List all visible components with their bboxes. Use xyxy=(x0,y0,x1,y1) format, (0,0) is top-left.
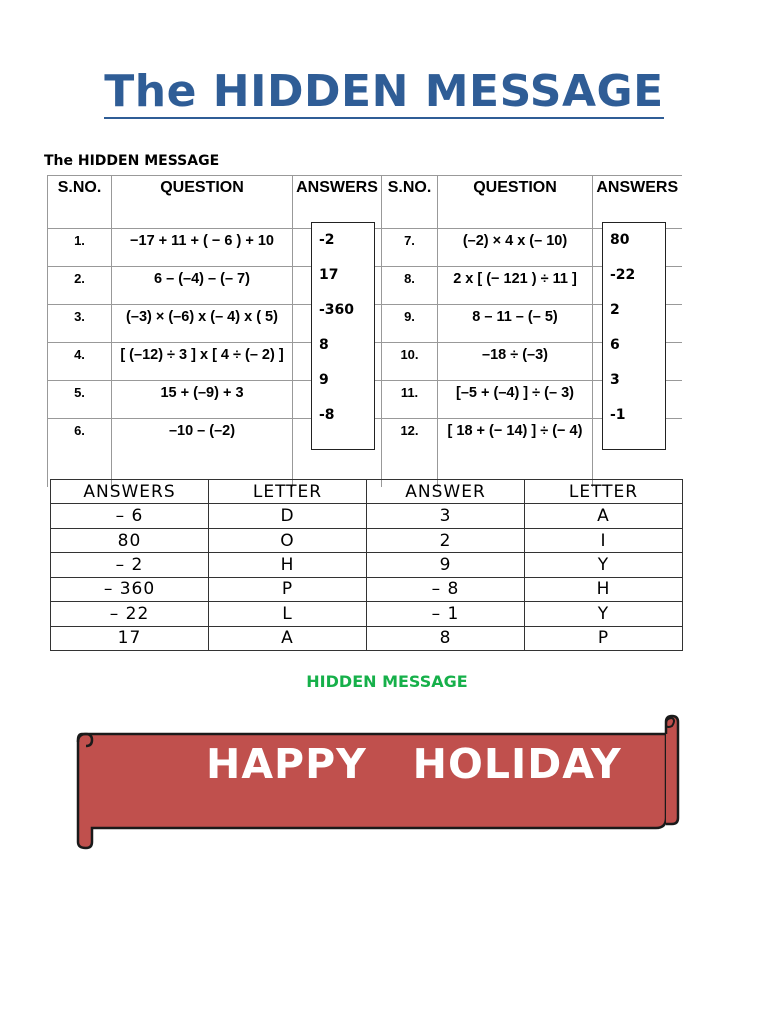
question-number: 7. xyxy=(382,229,438,267)
letter-cell: Y xyxy=(525,553,683,577)
table-row xyxy=(51,626,683,650)
question-text: (–3) × (–6) x (– 4) x ( 5) xyxy=(112,305,293,343)
letter-cell: O xyxy=(209,528,367,552)
answer-value: 6 xyxy=(610,337,620,353)
answer-cell: – 22 xyxy=(51,602,209,626)
page-title xyxy=(0,66,768,117)
answer-cell: – 1 xyxy=(367,602,525,626)
answer-cell: – 8 xyxy=(367,577,525,601)
question-number: 8. xyxy=(382,267,438,305)
answer-value: -22 xyxy=(610,267,636,283)
header-letter: LETTER xyxy=(209,480,367,504)
header-question-left: QUESTION xyxy=(112,176,293,229)
answer-cell: 8 xyxy=(367,626,525,650)
letter-cell: L xyxy=(209,602,367,626)
answer-value: 3 xyxy=(610,372,620,388)
question-number: 1. xyxy=(48,229,112,267)
question-number: 5. xyxy=(48,381,112,419)
letter-cell: A xyxy=(209,626,367,650)
answer-cell: 2 xyxy=(367,528,525,552)
answer-value: 9 xyxy=(319,372,329,388)
answers-box-right xyxy=(602,222,666,450)
answer-value: 8 xyxy=(319,337,329,353)
question-text: 6 – (–4) – (– 7) xyxy=(112,267,293,305)
letter-cell: P xyxy=(209,577,367,601)
question-number: 9. xyxy=(382,305,438,343)
answer-value: -2 xyxy=(319,232,335,248)
question-table-header xyxy=(48,176,682,229)
answer-cell: – 6 xyxy=(51,504,209,528)
letter-cell: I xyxy=(525,528,683,552)
hidden-message-text: HAPPY HOLIDAY xyxy=(206,740,622,788)
answer-cell: – 2 xyxy=(51,553,209,577)
answer-cell: 17 xyxy=(51,626,209,650)
page-title-text: The HIDDEN MESSAGE xyxy=(104,66,664,117)
header-sno-right: S.NO. xyxy=(382,176,438,229)
question-text: [ (–12) ÷ 3 ] x [ 4 ÷ (– 2) ] xyxy=(112,343,293,381)
answer-value: -1 xyxy=(610,407,626,423)
question-text: [ 18 + (− 14) ] ÷ (− 4) xyxy=(438,419,593,488)
question-text: 8 – 11 – (– 5) xyxy=(438,305,593,343)
header-answers-right: ANSWERS xyxy=(593,176,682,229)
header-sno-left: S.NO. xyxy=(48,176,112,229)
question-number: 10. xyxy=(382,343,438,381)
header-answer: ANSWER xyxy=(367,480,525,504)
question-number: 2. xyxy=(48,267,112,305)
scroll-banner-right-roll xyxy=(666,716,678,824)
table-row xyxy=(51,553,683,577)
letter-cell: P xyxy=(525,626,683,650)
letter-cell: H xyxy=(525,577,683,601)
answers-box-left xyxy=(311,222,375,450)
answer-value: 2 xyxy=(610,302,620,318)
question-number: 4. xyxy=(48,343,112,381)
question-number: 12. xyxy=(382,419,438,488)
question-text: 15 + (–9) + 3 xyxy=(112,381,293,419)
header-letter: LETTER xyxy=(525,480,683,504)
answer-letter-header xyxy=(51,480,683,504)
question-number: 6. xyxy=(48,419,112,488)
question-text: 2 x [ (− 121 ) ÷ 11 ] xyxy=(438,267,593,305)
answer-letter-table xyxy=(50,479,683,651)
header-answers: ANSWERS xyxy=(51,480,209,504)
table-row xyxy=(51,602,683,626)
letter-cell: Y xyxy=(525,602,683,626)
table-row xyxy=(51,528,683,552)
answer-cell: 80 xyxy=(51,528,209,552)
answer-value: -360 xyxy=(319,302,355,318)
question-number: 3. xyxy=(48,305,112,343)
header-question-right: QUESTION xyxy=(438,176,593,229)
worksheet-title: The HIDDEN MESSAGE xyxy=(44,153,220,169)
table-row xyxy=(51,577,683,601)
letter-cell: H xyxy=(209,553,367,577)
letter-cell: D xyxy=(209,504,367,528)
question-text: –18 ÷ (–3) xyxy=(438,343,593,381)
letter-cell: A xyxy=(525,504,683,528)
answer-cell: – 360 xyxy=(51,577,209,601)
question-text: −17 + 11 + ( − 6 ) + 10 xyxy=(112,229,293,267)
question-text: –10 – (–2) xyxy=(112,419,293,488)
answer-value: -8 xyxy=(319,407,335,423)
answer-value: 80 xyxy=(610,232,630,248)
hidden-message-label: HIDDEN MESSAGE xyxy=(306,672,468,691)
question-text: [–5 + (–4) ] ÷ (– 3) xyxy=(438,381,593,419)
header-answers-left: ANSWERS xyxy=(293,176,382,229)
question-number: 11. xyxy=(382,381,438,419)
table-row xyxy=(51,504,683,528)
answer-cell: 9 xyxy=(367,553,525,577)
question-text: (–2) × 4 x (– 10) xyxy=(438,229,593,267)
answer-cell: 3 xyxy=(367,504,525,528)
answer-value: 17 xyxy=(319,267,339,283)
